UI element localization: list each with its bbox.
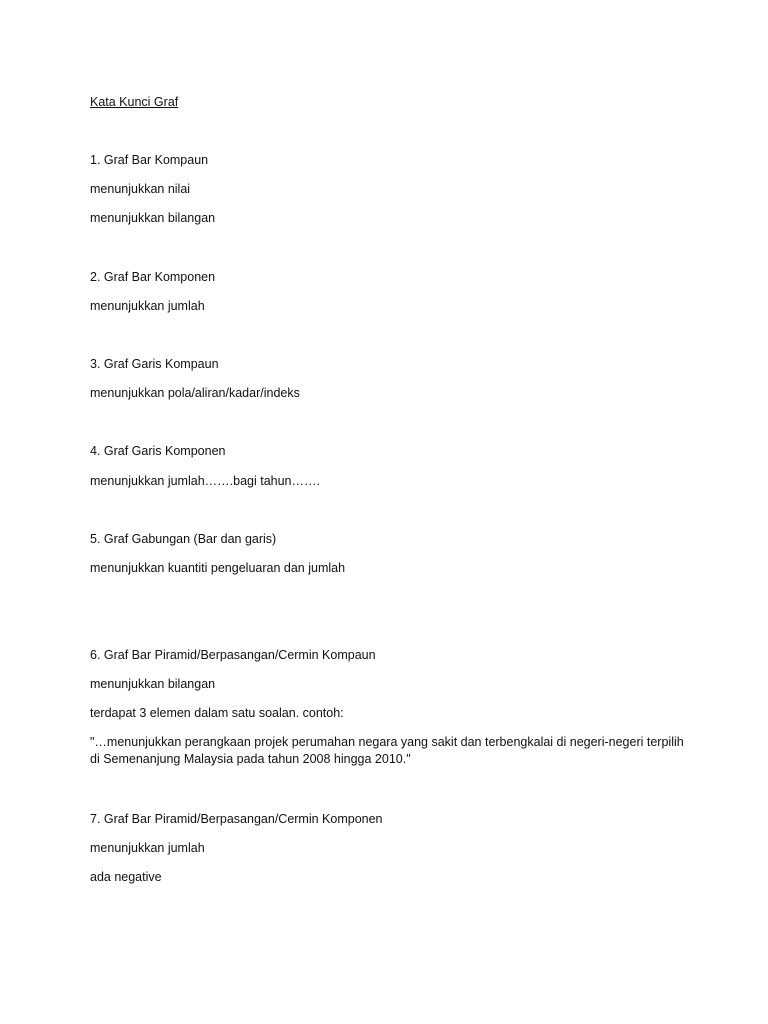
document-title: Kata Kunci Graf xyxy=(90,95,179,109)
section-6-heading: 6. Graf Bar Piramid/Berpasangan/Cermin Kompaun xyxy=(90,648,376,662)
section-2-heading: 2. Graf Bar Komponen xyxy=(90,270,216,284)
section-2-line-1: menunjukkan jumlah xyxy=(90,299,205,313)
section-4-heading: 4. Graf Garis Komponen xyxy=(90,444,226,458)
section-6-line-2: terdapat 3 elemen dalam satu soalan. contoh: xyxy=(90,706,344,720)
section-5-line-1: menunjukkan kuantiti pengeluaran dan jumlah xyxy=(90,561,346,575)
section-3-line-1: menunjukkan pola/aliran/kadar/indeks xyxy=(90,386,300,400)
section-7-heading: 7. Graf Bar Piramid/Berpasangan/Cermin Komponen xyxy=(90,812,383,826)
section-1-line-2: menunjukkan bilangan xyxy=(90,211,216,225)
section-3-heading: 3. Graf Garis Kompaun xyxy=(90,357,219,371)
section-5-heading: 5. Graf Gabungan (Bar dan garis) xyxy=(90,532,277,546)
section-4-line-1: menunjukkan jumlah…….bagi tahun……. xyxy=(90,474,320,488)
section-7-line-2: ada negative xyxy=(90,870,162,884)
section-6-line-1: menunjukkan bilangan xyxy=(90,677,216,691)
section-7-line-1: menunjukkan jumlah xyxy=(90,841,205,855)
section-6-example-quote: "…menunjukkan perangkaan projek perumahan negara yang sakit dan terbengkalai di negeri-negeri terpilih di Semenanjung Malaysia pada tahun 2008 hingga 2010." xyxy=(90,735,684,766)
section-1-line-1: menunjukkan nilai xyxy=(90,182,191,196)
section-1-heading: 1. Graf Bar Kompaun xyxy=(90,153,209,167)
